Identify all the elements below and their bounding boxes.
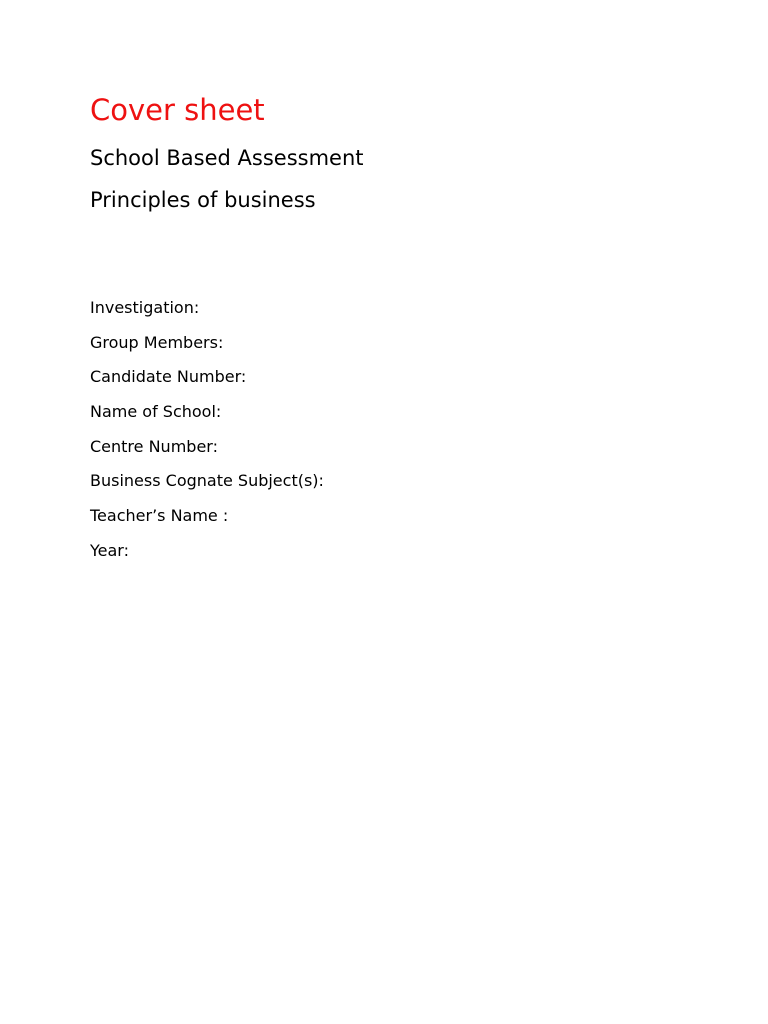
field-investigation: Investigation: — [90, 298, 200, 317]
field-teachers-name: Teacher’s Name : — [90, 506, 229, 526]
field-centre-number: Centre Number: — [90, 436, 218, 456]
field-year: Year: — [90, 540, 129, 560]
field-group-members: Group Members: — [90, 332, 224, 352]
cover-fields-list — [90, 297, 324, 575]
field-name-of-school: Name of School: — [90, 402, 222, 422]
subject-name: Principles of business — [90, 188, 316, 212]
cover-sheet-title: Cover sheet — [90, 93, 265, 127]
assessment-type: School Based Assessment — [90, 146, 364, 170]
field-business-cognate-subjects: Business Cognate Subject(s): — [90, 471, 324, 491]
field-candidate-number: Candidate Number: — [90, 367, 247, 387]
